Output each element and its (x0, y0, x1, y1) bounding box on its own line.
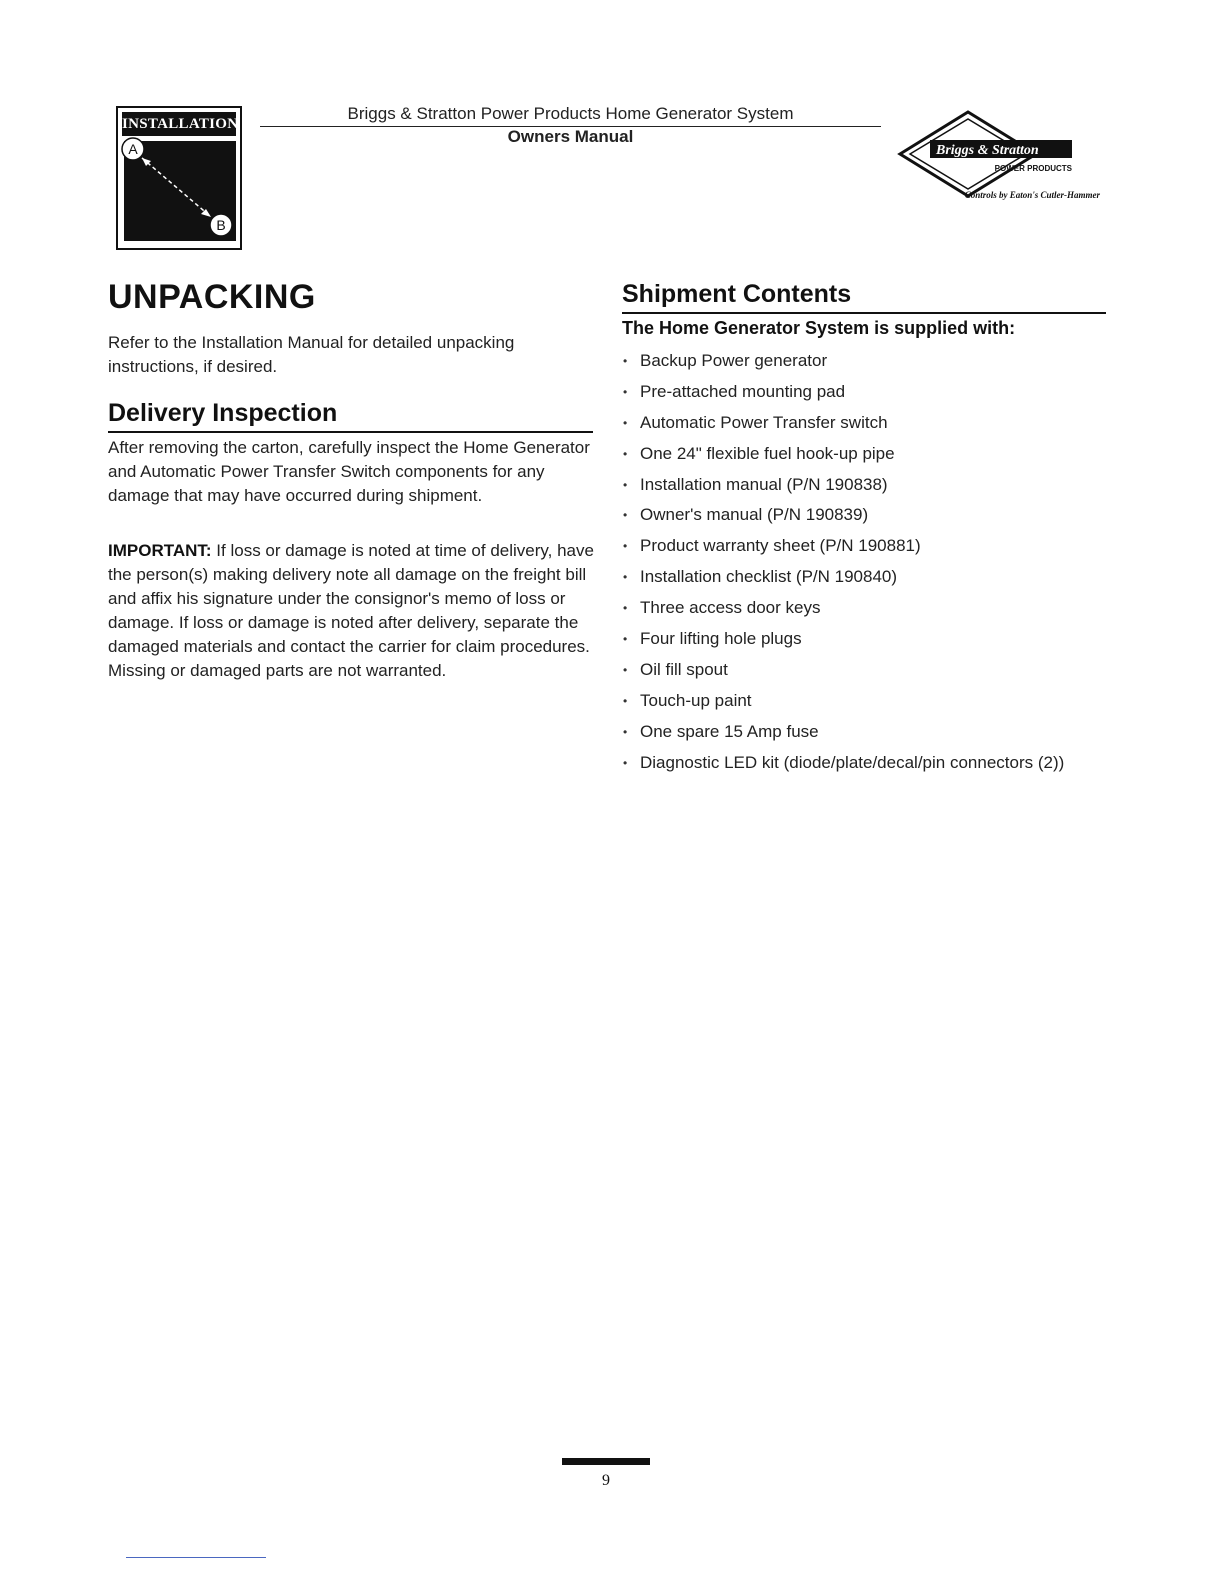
important-notice-paragraph (108, 539, 600, 683)
supplied-with-heading: The Home Generator System is supplied with: (622, 318, 1016, 338)
page-number: 9 (602, 1472, 610, 1489)
shipment-contents-heading: Shipment Contents (622, 280, 852, 308)
logo-tagline: POWER PRODUCTS (994, 164, 1072, 173)
list-item: • Four lifting hole plugs (622, 626, 1064, 657)
list-item: • Installation manual (P/N 190838) (622, 472, 1064, 503)
list-item: • Owner's manual (P/N 190839) (622, 502, 1064, 533)
installation-badge (116, 106, 242, 250)
section-heading-unpacking: UNPACKING (108, 278, 316, 316)
list-item: • Automatic Power Transfer switch (622, 410, 1064, 441)
list-item: • Installation checklist (P/N 190840) (622, 564, 1064, 595)
list-item: • Three access door keys (622, 595, 1064, 626)
delivery-inspection-heading: Delivery Inspection (108, 399, 338, 427)
point-a-label: A (128, 141, 138, 157)
installation-badge-title: INSTALLATION (122, 112, 236, 136)
point-b-label: B (216, 217, 226, 233)
list-item: • Pre-attached mounting pad (622, 379, 1064, 410)
delivery-heading-divider (108, 431, 593, 433)
logo-caption: Controls by Eaton's Cutler-Hammer (964, 190, 1100, 200)
list-item: • Product warranty sheet (P/N 190881) (622, 533, 1064, 564)
document-header-title: Briggs & Stratton Power Products Home Generator System (347, 104, 794, 123)
unpacking-intro-paragraph: Refer to the Installation Manual for detailed unpacking instructions, if desired. (108, 333, 515, 376)
installation-diagram-icon (118, 136, 240, 248)
list-item: • Backup Power generator (622, 348, 1064, 379)
list-item: • Oil fill spout (622, 657, 1064, 688)
logo-brand: Briggs & Stratton (936, 143, 1039, 158)
list-item: • Touch-up paint (622, 688, 1064, 719)
document-header-subtitle: Owners Manual (507, 127, 634, 146)
list-item: • Diagnostic LED kit (diode/plate/decal/pin connectors (2)) (622, 750, 1064, 781)
important-text: If loss or damage is noted at time of delivery, have the person(s) making delivery note all damage on the freight bill and affix his signature under the consignor's memo of loss or damage. If loss or damage is noted after delivery, separate the damaged materials and contact the carrier for claim procedures. Missing or damaged parts are not warranted. (108, 541, 594, 680)
delivery-inspection-paragraph: After removing the carton, carefully inspect the Home Generator and Automatic Power Transfer Switch components for any damage that may have occurred during shipment. (108, 438, 590, 505)
shipment-contents-list (622, 348, 1064, 780)
shipment-heading-divider (622, 312, 1106, 314)
important-label: IMPORTANT: (108, 541, 212, 560)
page-number-bar (562, 1458, 650, 1465)
list-item: • One 24" flexible fuel hook-up pipe (622, 441, 1064, 472)
list-item: • One spare 15 Amp fuse (622, 719, 1064, 750)
footer-divider (126, 1557, 266, 1558)
